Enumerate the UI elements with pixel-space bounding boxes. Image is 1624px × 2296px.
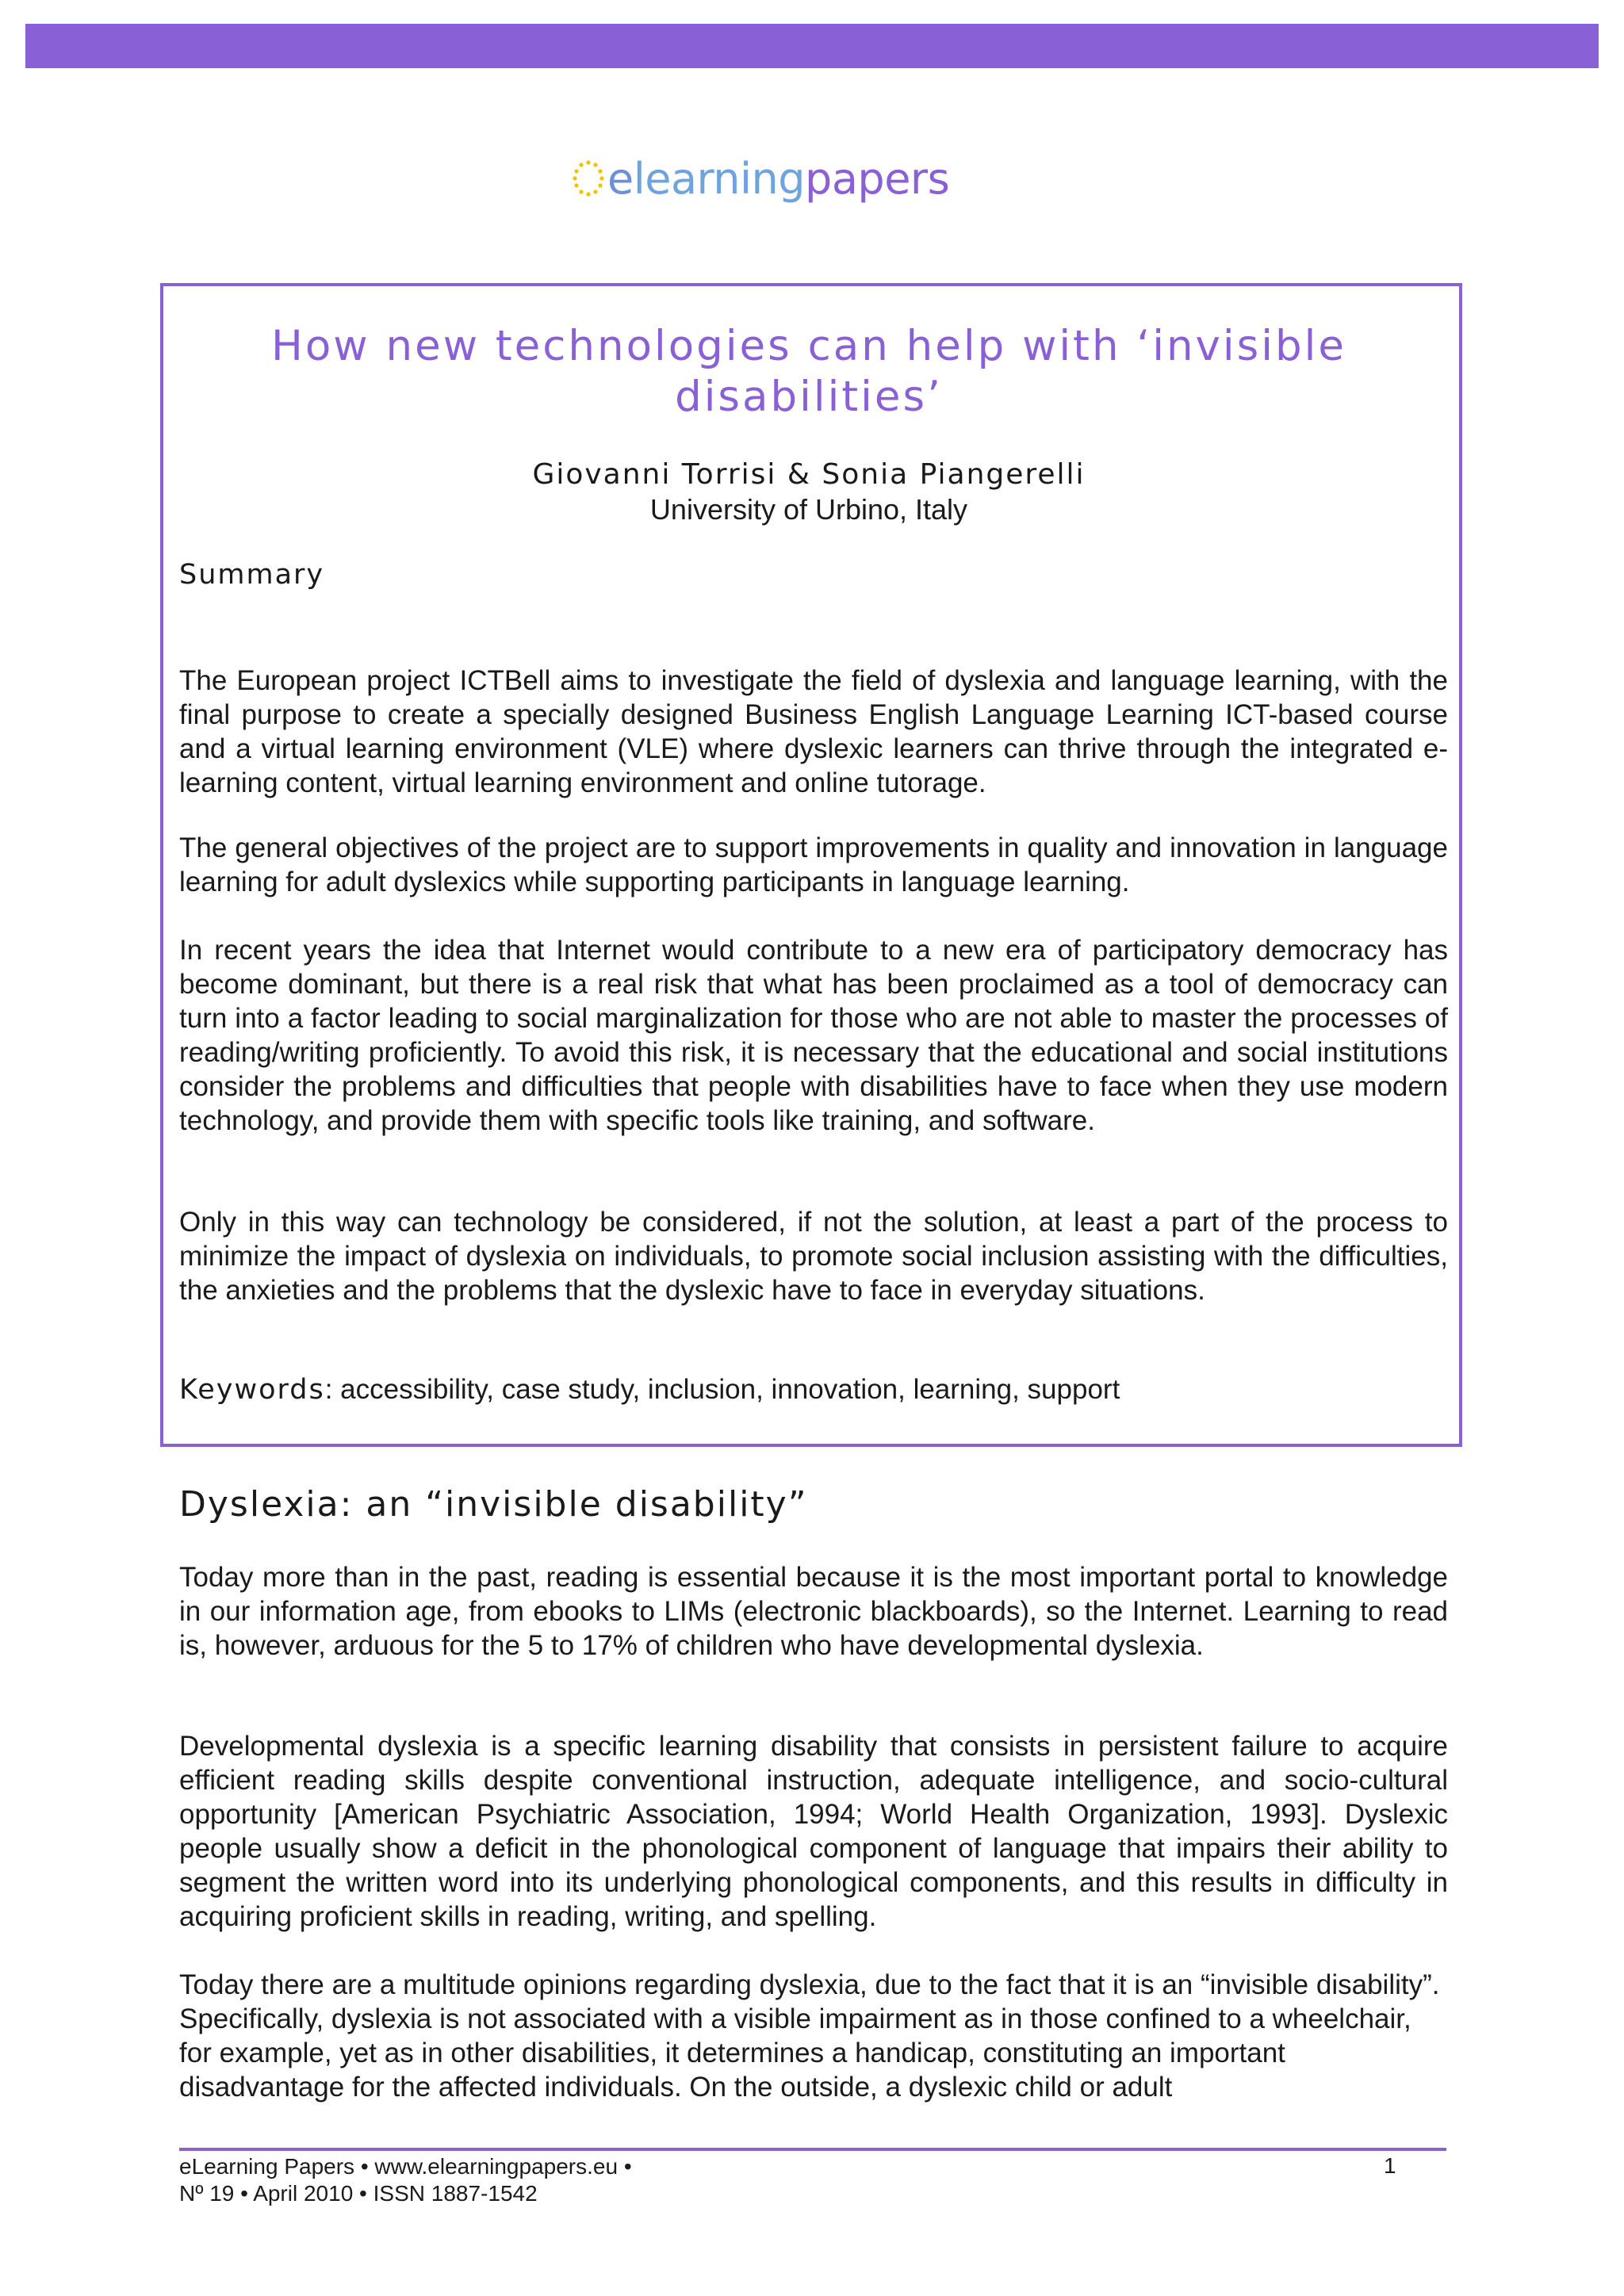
authors: Giovanni Torrisi & Sonia Piangerelli — [532, 458, 1086, 491]
body-paragraph: Developmental dyslexia is a specific learning disability that consists in persistent failure to acquire efficient reading skills despite conventional instruction, adequate intelligence, and socio-cultural opportunity [American Psychiatric Association, 1994; World Health Organization, 1993]. Dyslexic people usually show a deficit in the phonological component of language that impairs their ability to segment the written word into its underlying phonological components, and this results in difficulty in acquiring proficient skills in reading, writing, and spelling. — [179, 1731, 1448, 1932]
keywords-list: : accessibility, case study, inclusion, innovation, learning, support — [324, 1374, 1120, 1405]
section-heading: Dyslexia: an “invisible disability” — [179, 1484, 808, 1525]
keywords-line — [179, 1374, 1120, 1406]
summary-paragraph: The general objectives of the project are to support improvements in quality and innovation in language learning for adult dyslexics while supporting participants in language learning. — [179, 832, 1448, 897]
affiliation: University of Urbino, Italy — [649, 493, 968, 526]
summary-paragraph: In recent years the idea that Internet would contribute to a new era of participatory democracy has become dominant, but there is a real risk that what has been proclaimed as a tool of democracy can turn into a factor leading to social marginalization for those who are not able to master the processes of reading/writing proficiently. To avoid this risk, it is necessary that the educational and social institutions consider the problems and difficulties that people with disabilities have to face when they use modern technology, and provide them with specific tools like training, and software. — [179, 935, 1448, 1136]
page-number: 1 — [1384, 2153, 1396, 2178]
body-paragraph: Today there are a multitude opinions regarding dyslexia, due to the fact that it is an “invisible disability”. Specifically, dyslexia is not associated with a visible impairment as in those confined to a wheelchair, for example, yet as in other disabilities, it determines a handicap, constituting an important disadvantage for the affected individuals. On the outside, a dyslexic child or adult — [179, 1969, 1440, 2103]
body-paragraph: Today more than in the past, reading is essential because it is the most important portal to knowledge in our information age, from ebooks to LIMs (electronic blackboards), so the Internet. Learning to read is, however, arduous for the 5 to 17% of children who have developmental dyslexia. — [179, 1562, 1448, 1661]
footer-line-1: eLearning Papers • www.elearningpapers.eu • — [179, 2154, 632, 2179]
logo-wordmark: elearningpapers — [607, 153, 950, 204]
elearningpapers-logo — [571, 151, 949, 206]
footer-divider — [179, 2148, 1446, 2151]
keywords-label: Keywords — [179, 1374, 325, 1406]
paper-title: How new technologies can help with ‘invisible disabilities’ — [271, 322, 1346, 421]
summary-paragraph: The European project ICTBell aims to investigate the field of dyslexia and language learning, with the final purpose to create a specially designed Business English Language Learning ICT-based course and a virtual learning environment (VLE) where dyslexic learners can thrive through the integrated e-learning content, virtual learning environment and online tutorage. — [179, 665, 1448, 798]
footer-line-2: Nº 19 • April 2010 • ISSN 1887-1542 — [179, 2181, 538, 2206]
summary-heading: Summary — [179, 559, 325, 591]
header-color-band — [25, 24, 1599, 68]
star-ring-icon — [571, 156, 606, 201]
summary-paragraph: Only in this way can technology be considered, if not the solution, at least a part of the process to minimize the impact of dyslexia on individuals, to promote social inclusion assisting with the difficulties, the anxieties and the problems that the dyslexic have to face in everyday situations. — [179, 1207, 1448, 1306]
footer-info — [179, 2153, 632, 2207]
